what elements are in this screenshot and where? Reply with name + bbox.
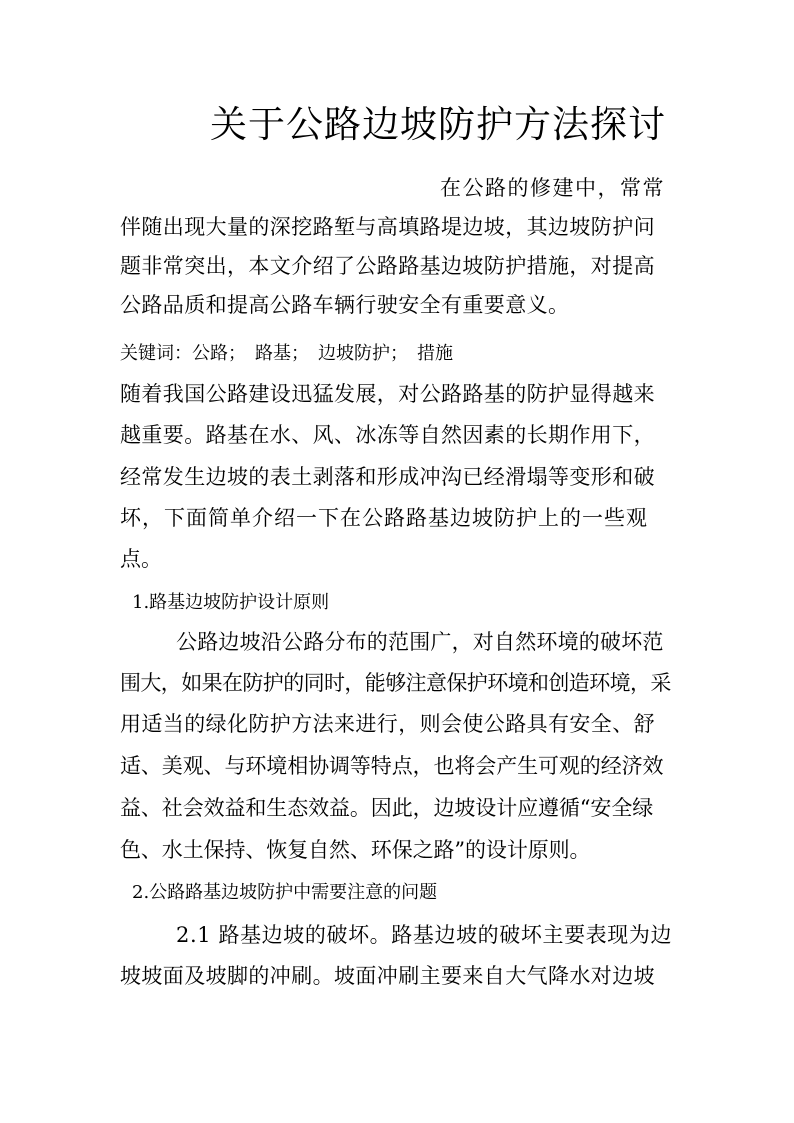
- section-heading: 2.公路路基边坡防护中需要注意的问题: [132, 882, 438, 903]
- abstract-line: 公路品质和提高公路车辆行驶安全有重要意义。: [120, 293, 570, 317]
- section1-line: 适、美观、与环境相协调等特点，也将会产生可观的经济效: [120, 754, 664, 778]
- section2-line: 2.1 路基边坡的破坏。路基边坡的破坏主要表现为边: [176, 923, 673, 947]
- intro-line: 经常发生边坡的表土剥落和形成冲沟已经滑塌等变形和破: [120, 465, 655, 489]
- intro-line: 点。: [120, 547, 162, 571]
- intro-line: 越重要。路基在水、风、冰冻等自然因素的长期作用下，: [120, 423, 655, 447]
- keywords: 关键词：公路； 路基； 边坡防护； 措施: [120, 343, 453, 364]
- abstract-line: 题非常突出，本文介绍了公路路基边坡防护措施，对提高: [120, 254, 655, 278]
- intro-line: 随着我国公路建设迅猛发展，对公路路基的防护显得越来: [120, 382, 655, 406]
- section1-line: 色、水土保持、恢复自然、环保之路”的设计原则。: [120, 838, 591, 862]
- intro-line: 坏，下面简单介绍一下在公路路基边坡防护上的一些观: [120, 506, 648, 530]
- section1-line: 公路边坡沿公路分布的范围广，对自然环境的破坏范: [176, 630, 664, 654]
- document-title: 关于公路边坡防护方法探讨: [210, 103, 666, 146]
- section1-line: 围大，如果在防护的同时，能够注意保护环境和创造环境，采: [120, 671, 671, 695]
- section2-line: 坡坡面及坡脚的冲刷。坡面冲刷主要来自大气降水对边坡: [120, 964, 655, 988]
- section1-line: 用适当的绿化防护方法来进行，则会使公路具有安全、舒: [120, 712, 655, 736]
- section1-line: 益、社会效益和生态效益。因此，边坡设计应遵循“安全绿: [120, 796, 654, 820]
- abstract-line: 伴随出现大量的深挖路堑与高填路堤边坡，其边坡防护问: [120, 215, 655, 239]
- section-heading: 1.路基边坡防护设计原则: [132, 592, 330, 613]
- abstract-line: 在公路的修建中，常常: [440, 176, 665, 200]
